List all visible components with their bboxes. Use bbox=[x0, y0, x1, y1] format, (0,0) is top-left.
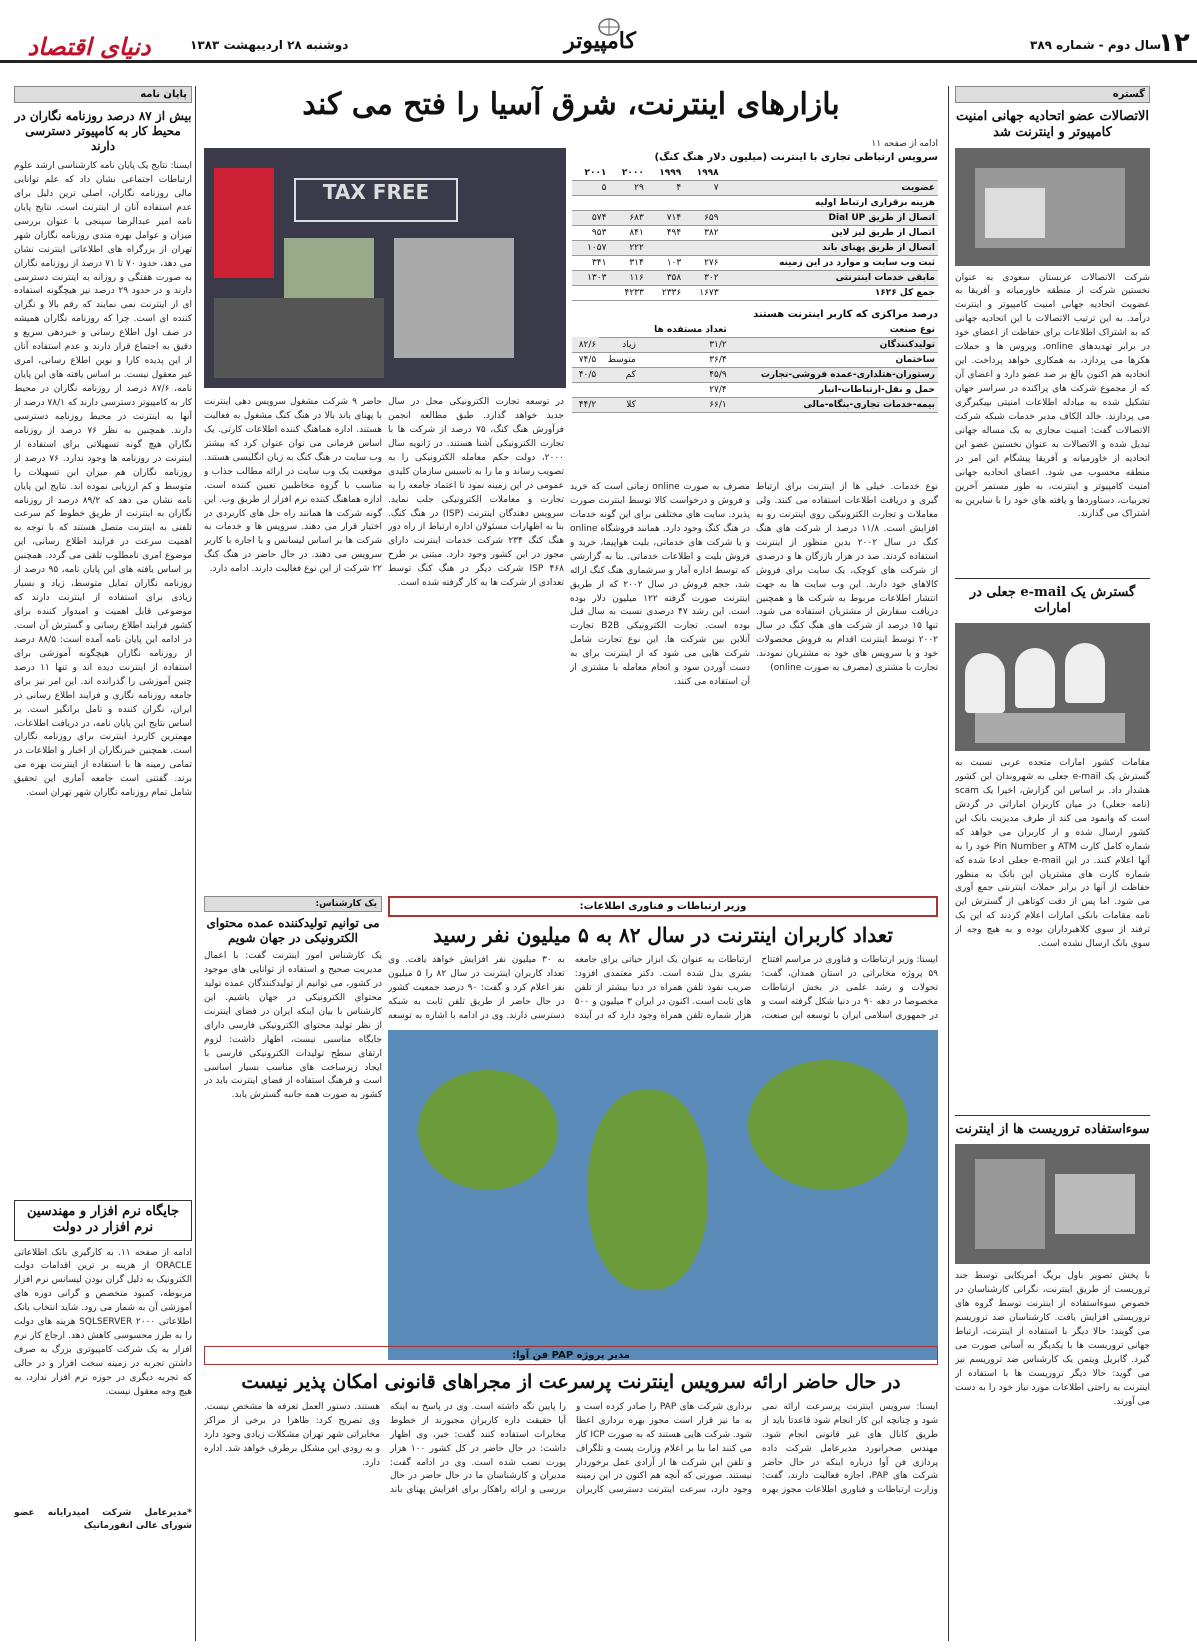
article-photo bbox=[955, 148, 1150, 266]
table-row bbox=[572, 270, 938, 285]
table-header-cell: ۲۰۰۱ bbox=[572, 166, 609, 181]
table-cell bbox=[572, 195, 609, 210]
left-section-label: پایان نامه bbox=[14, 86, 192, 103]
article-headline: الاتصالات عضو اتحادیه جهانی امنیت کامپیوتر و اینترنت شد bbox=[956, 109, 1149, 141]
right-section-label: گستره bbox=[955, 86, 1150, 103]
table-title: درصد مراکزی که کاربر اینترنت هستند bbox=[753, 308, 938, 320]
table-cell: ۳۵۸ bbox=[647, 270, 684, 285]
table-cell: ۷۱۴ bbox=[647, 210, 684, 225]
table-row bbox=[572, 397, 938, 412]
article-body: مقامات کشور امارات متحده عربی نسبت به گسترش یک e-mail جعلی به شهروندان این کشور هشدار داد. بر اساس این گزارش، اخیرا یک scam (نامه جعلی) در میان کاربران اماراتی در گردش است که وانمود می کند از طرف مدیریت بانک این کشور ارسال شده و از کاربران می خواهد که شماره کامل کارت ATM و Pin Number خود را به آنها اعلام کنند. در این e-mail جعلی ادعا شده که شماره کارت های مشتریان این بانک به منظور حفاظت از آنها در برابر حملات اینترنتی جمع آوری می شود. اما پس از دقت کوتاهی از گسترش این نامه مقامات بانکی امارات اعلام کردند که این یک ترفند از سوی کلاهبرداران بوده و به هیچ وجه از سوی بانک ارسال نشده است. bbox=[955, 758, 1150, 950]
users-article-label: وزیر ارتباطات و فناوری اطلاعات: bbox=[388, 896, 938, 917]
small-article-headline: می توانیم تولیدکننده عمده محتوای الکترونیکی در جهان شویم bbox=[206, 916, 380, 945]
table-cell: اتصال از طریق Dial UP bbox=[722, 210, 938, 225]
article-column: در توسعه تجارت الکترونیکی محل در سال جدید خواهد گذارد. طبق مطالعه انجمن فرآورش هنگ کنگ، ۷۵ درصد از شرکت ها با تجارت الکترونیکی آشنا هستند. در ژانویه سال ۲۰۰۰، دولت حکم معامله الکترونیکی را به تصویب رساند و ما را به تاسیس سازمان کلیدی عمومی در این زمینه نمود تا اعتماد جامعه را به تجارت و معاملات الکترونیکی جلب نماید. سرویس دهندگان اینترنت (ISP) در هنگ کنگ. بنا به اظهارات مسئولان اداره ارتباط از راه دور هنگ کنگ ۲۳۴ شرکت خدمات اینترنت دارای مجوز در این کشور وجود دارد. مبتنی بر طرح ISP ۴۶۸ شرکت دیگر در هنگ کنگ توسط تعدادی از شرکت ها به کار گرفته شده است. bbox=[388, 397, 564, 589]
article-body: ادامه از صفحه ۱۱. به کارگیری بانک اطلاعاتی ORACLE از هزینه بر ترین اقدامات دولت الکترونیک به دلیل گران بودن لیسانس نرم افزار مربوطه، کمبود متخصص و گرانی دوره های آموزشی آن به شمار می رود. شاید انتخاب بانک اطلاعاتی SQLSERVER ۲۰۰۰ هزینه های دولت را به طرز محسوسی کاهش دهد. ارجاع کار نرم افزار به یک شرکت کامپیوتری بزرگ به صرف داشتن تجربه در زمینه سخت افزار و در حالی که تجربه دیگری در حوزه نرم افزار ندارد، به هیچ وجه معقول نیست. bbox=[14, 1247, 192, 1397]
table-cell: جمع کل ۱۶۲۶ bbox=[722, 285, 938, 300]
article-body: شرکت الاتصالات عربستان سعودی به عنوان نخستین شرکت از منطقه خاورمیانه و آفریقا به عضویت اتحادیه جهانی امنیت کامپیوتر و اینترنت درآمد. به این ترتیب الاتصالات با این اتحادیه جهانی که به اشتراک اطلاعات برای حفاظت از اعضای خود در برابر تهدیدهای online، ویروس ها و حملات هکرها می پردازد، به همکاری خواهد پرداخت. این اتحادیه هم اکنون بالغ بر صد عضو دارد و اعضای آن که از مجموع شرکت های پراکنده در سراسر جهان تشکیل شده به مبادله اطلاعات امنیتی بپیکیرگری می پردازند. خالد الکاف مدیر خدمات شبکه شرکت الاتصالات گفت: امنیت مجازی به یک مساله جهانی تبدیل شده و الاتصالات به عنوان نخستین عضو این اتحادیه از خاورمیانه و آفریقا پیشگام این امر در منطقه محسوب می شود. اعضای اتحادیه جهانی امنیت کامپیوتر و اینترنت، به طور مستمر آخرین تجربیات، دستاوردها و یافته های خود را با سایرین به اشتراک می گذارند. bbox=[955, 272, 1150, 520]
table-cell: ۱۰۳ bbox=[647, 255, 684, 270]
left-column bbox=[14, 86, 192, 1646]
page-number: ۱۲ bbox=[1158, 28, 1190, 58]
table-cell: ۳۸۲ bbox=[684, 225, 721, 240]
continued-note: ادامه از صفحه ۱۱ bbox=[871, 139, 938, 149]
table-cell: رستوران-هتلداری-عمده فروشی-تجارت bbox=[730, 367, 938, 382]
table-row bbox=[572, 180, 938, 195]
users-article-headline: تعداد کاربران اینترنت در سال ۸۲ به ۵ میلیون نفر رسید bbox=[433, 923, 893, 947]
table-cell: ۴۵/۹ bbox=[639, 367, 730, 382]
table-row bbox=[572, 225, 938, 240]
table-cell: ۴۹۴ bbox=[647, 225, 684, 240]
table-cell bbox=[684, 195, 721, 210]
table-row bbox=[572, 255, 938, 270]
table-cell: ۳۰۲ bbox=[684, 270, 721, 285]
article-headline: گسترش یک e-mail جعلی در امارات bbox=[955, 578, 1150, 618]
table-cell: بیمه-خدمات تجاری-بنگاه-مالی bbox=[730, 397, 938, 412]
pap-article bbox=[204, 1346, 938, 1631]
world-map-photo bbox=[388, 1030, 938, 1360]
issue-number: سال دوم - شماره ۳۸۹ bbox=[1030, 38, 1162, 52]
tax-free-photo: TAX FREE bbox=[204, 148, 566, 388]
table-row bbox=[572, 382, 938, 397]
article-headline: بیش از ۸۷ درصد روزنامه نگاران در محیط کار به کامپیوتر دسترسی دارند bbox=[14, 109, 192, 153]
table-cell: ۴۴/۲ bbox=[572, 397, 599, 412]
table-cell: ۲۲۲ bbox=[609, 240, 646, 255]
small-article-label: یک کارشناس: bbox=[204, 896, 382, 912]
table-row bbox=[572, 352, 938, 367]
table-cell: ۴۲۳۳ bbox=[609, 285, 646, 300]
table-cell: ۲۹ bbox=[609, 180, 646, 195]
table-header-cell: ۱۹۹۹ bbox=[647, 166, 684, 181]
table-cell: ۲۷/۴ bbox=[639, 382, 730, 397]
table-cell: ساختمان bbox=[730, 352, 938, 367]
right-column bbox=[955, 86, 1150, 1646]
table-cell: ۶۵۹ bbox=[684, 210, 721, 225]
table-row bbox=[572, 285, 938, 300]
table-cell: ۳۶/۴ bbox=[639, 352, 730, 367]
table-header-cell: تعداد مستفده ها bbox=[639, 323, 730, 338]
main-area bbox=[200, 86, 942, 1646]
table-header-row bbox=[572, 323, 938, 338]
table-header-cell: نوع صنعت bbox=[730, 323, 938, 338]
table-cell: عضویت bbox=[722, 180, 938, 195]
usage-table bbox=[572, 323, 938, 413]
table-cell: هزینه برقراری ارتباط اولیه bbox=[722, 195, 938, 210]
services-table bbox=[572, 166, 938, 301]
table-cell: ۱۰۵۷ bbox=[572, 240, 609, 255]
masthead bbox=[0, 0, 1197, 63]
table-cell bbox=[684, 240, 721, 255]
pap-article-label: مدیر پروژه PAP فن آوا: bbox=[204, 1346, 938, 1365]
article-headline: جایگاه نرم افزار و مهندسین نرم افزار در دولت bbox=[14, 1200, 192, 1241]
table-cell: ۵ bbox=[572, 180, 609, 195]
table-header-cell: ۱۹۹۸ bbox=[684, 166, 721, 181]
table-cell: ۶۶/۱ bbox=[639, 397, 730, 412]
table-cell: کم bbox=[599, 367, 639, 382]
table-cell: ۸۴۱ bbox=[609, 225, 646, 240]
table-header-row bbox=[572, 166, 938, 181]
table-cell: ۷۴/۵ bbox=[572, 352, 599, 367]
table-cell: ۱۱۶ bbox=[609, 270, 646, 285]
table-cell: اتصال از طریق لیز لاین bbox=[722, 225, 938, 240]
table-title: سرویس ارتباطی تجاری با اینترنت (میلیون دلار هنگ کنگ) bbox=[654, 151, 938, 163]
table-cell bbox=[647, 195, 684, 210]
table-cell: ۲۷۶ bbox=[684, 255, 721, 270]
table-cell: ۳۱۴ bbox=[609, 255, 646, 270]
table-header-cell bbox=[599, 323, 639, 338]
article-column: نوع خدمات. خیلی ها از اینترنت برای ارتباط گیری و دریافت اطلاعات استفاده می کنند. ولی معاملات و تجارت الکترونیکی روی اینترنت رو به افزایش است. ۱۱/۸ درصد از شرکت های هنگ کنگ در سال ۲۰۰۲ بدین منظور از اینترنت استفاده کردند. صد در هزار بازرگان ها و درصدی از شرکت های کوچک، یک سایت برای فروش کالاهای خود دارند. این وب سایت ها به جهت انتشار اطلاعات مربوط به شرکت ها و همچنین دریافت سفارش از مشتریان استفاده می شود. تنها ۱۵ درصد از شرکت های هنگ کنگ در سال ۲۰۰۲ توسط اینترنت اقدام به فروش محصولات خود و یا سرویس های خود به مشتریان نمودند. تجارت با مشتری (مصرف به صورت online) bbox=[756, 482, 938, 674]
table-cell: ۸۲/۶ bbox=[572, 337, 599, 352]
issue-date: دوشنبه ۲۸ اردیبهشت ۱۳۸۳ bbox=[190, 38, 349, 52]
table-row bbox=[572, 337, 938, 352]
table-cell: اتصال از طریق پهنای باند bbox=[722, 240, 938, 255]
table-cell: ۱۶۷۳ bbox=[684, 285, 721, 300]
small-article-body: یک کارشناس امور اینترنت گفت: با اعمال مدیریت صحیح و استفاده از توانایی های موجود در کشور، می توانیم از تولیدکنندگان عمده تولید محتوای الکترونیکی در جهان باشیم. این کارشناس با بیان اینکه ایران در فضای اینترنت از نظر تولید محتوای الکترونیکی فارسی دارای جایگاه مناسبی نیست، اظهار داشت: لزوم ارتقای سطح تولیدات الکترونیکی فارسی با ایجاد زیرساخت های مناسب بسیار اساسی است و فرهنگ استفاده از فضای اینترنت باید در کشور به صورت همه جانبه گسترش یابد. bbox=[204, 951, 382, 1101]
table-cell: زیاد bbox=[599, 337, 639, 352]
table-cell: ۵۷۴ bbox=[572, 210, 609, 225]
table-cell: ثبت وب سایت و موارد در این زمینه bbox=[722, 255, 938, 270]
table-cell: ۴۰/۵ bbox=[572, 367, 599, 382]
main-headline: بازارهای اینترنت، شرق آسیا را فتح می کند bbox=[302, 87, 840, 122]
table-cell: حمل و نقل-ارتباطات-انبار bbox=[730, 382, 938, 397]
pap-article-headline: در حال حاضر ارائه سرویس اینترنت پرسرعت از مجراهای قانونی امکان پذیر نیست bbox=[241, 1371, 901, 1393]
table-cell: کلا bbox=[599, 397, 639, 412]
newspaper-logo: دنیای اقتصاد bbox=[27, 32, 151, 61]
table-cell bbox=[599, 382, 639, 397]
users-article bbox=[388, 896, 938, 1360]
table-cell: ۴ bbox=[647, 180, 684, 195]
table-cell: مابقی خدمات اینترنتی bbox=[722, 270, 938, 285]
article-column: مصرف به صورت online زمانی است که خرید و فروش و درخواست کالا توسط اینترنت صورت پذیرد. سایت های مختلفی برای این گونه خدمات در هنگ کنگ وجود دارد. همانند فروشگاه online و یا شرکت های خدماتی، بلیت هواپیما، خرید و فروش بلیت و اطلاعات خدماتی. بنا به گزارشی که توسط اداره آمار و سرشماری هنگ کنگ ارائه شد، حجم فروش در سال ۲۰۰۲ که از طریق اینترنت صورت گرفته ۱۲۲ میلیون دلار بوده است. این رشد ۴۷ درصدی نسبت به سال قبل بوده است. تجارت الکترونیکی B2B تجارت آنلاین بین شرکت ها. این نوع تجارت شامل شرکت هایی می شود که از اینترنت برای به دست آوردن سود و انجام معامله با مشتری از آن استفاده می کنند. bbox=[570, 482, 750, 688]
table-cell: ۱۳۰۳ bbox=[572, 270, 609, 285]
pap-article-body: ایسنا: سرویس اینترنت پرسرعت ارائه نمی شود و چنانچه این کار انجام شود قاعدتا باید از طریق کانال های غیر قانونی انجام شود. مهندس صحرانورد مدیرعامل شرکت داده پردازی فن آوا درباره اینکه در حال حاضر شرکت های PAP، اجازه فعالیت دارند، گفت: وزارت ارتباطات و فناوری اطلاعات مجوز بهره برداری شرکت های PAP را صادر کرده است و به ما نیز قرار است مجوز بهره برداری اعطا شود. شرکت هایی هستند که به صورت ICP کار می کنند اما بنا بر اعلام وزارت پست و تلگراف و تلفن این شرکت ها از آزادی عمل برخوردار نیستند. صورتی که آنچه هم اکنون در این زمینه وجود دارد، سرعت اینترنت دسترسی کاربران را پایین نگه داشته است. وی در پاسخ به اینکه آیا حقیقت داره کاربران مجبورند از خطوط مخابرات استفاده کنند گفت: خیر، وی اظهار داشت: در حال حاضر در کل کشور ۱۰۰ هزار پورت نصب شده است. وی در ادامه گفت: مدیران و کارشناسان ما در حال حاضر در حال بررسی و ارائه راهکار برای افزایش پهنای باند هستند. دستور العمل تعرفه ها مشخص نیست. وی تصریح کرد: ظاهرا در برخی از مراکز مخابراتی شهر تهران مشکلات زیادی وجود دارد و به زودی این مشکل برطرف خواهد شد. اداره دارد. bbox=[204, 1401, 938, 1496]
table-cell bbox=[572, 285, 609, 300]
users-article-body: ایسنا: وزیر ارتباطات و فناوری در مراسم افتتاح ۵۹ پروژه مخابراتی در استان همدان، گفت: تحولات و رشد علمی در بخش ارتباطات مخصوصا در دهه ۹۰ در دنیا شکل گرفته است و در جمهوری اسلامی ایران با توسعه این صنعت، ارتباطات به عنوان یک ابزار حیاتی برای جامعه بشری بدل شده است. دکتر معتمدی افزود: ضریب نفوذ تلفن همراه در دنیا بیشتر از تلفن های ثابت است. اکنون در ایران ۳ میلیون و ۵۰۰ هزار شماره تلفن همراه وجود دارد که در آینده به ۳۰ میلیون نفر افزایش خواهد یافت. وی تعداد کاربران اینترنت در سال ۸۲ را ۵ میلیون نفر اعلام کرد و گفت: ۹۰ درصد جمعیت کشور در حال حاضر از طریق تلفن ثابت به شبکه دسترسی دارند. وی در ادامه با اشاره به توسعه bbox=[388, 955, 938, 1021]
column-divider bbox=[948, 86, 949, 1641]
article-body: ایسنا: نتایج یک پایان نامه کارشناسی ارشد علوم ارتباطات اجتماعی نشان داد که علم توانایی مالی روزنامه نگاران، اصلی ترین دلیل برای عدم استفاده آنان از اینترنت است. نتایج پایان نامه امیر عبدالرضا سپنجی با عنوان بررسی میزان و عوامل بهره مندی روزنامه نگاران شهر تهران از بزرگراه های اطلاعاتی اینترنت نشان می دهد، حدود ۷۰ تا ۷۱ درصد از روزنامه نگاران به صورت هفتگی و روزانه به اینترنت دسترسی دارند و در حدود ۲۹ درصد نیز هیچگونه استفاده ای از اینترنت نمی نمایند که رقم بالا و نگران کننده ای است. چرا که روزنامه نگاران همیشه در صف اول اطلاع رسانی و خبردهی سریع و دقیق به اجتماع قرار دارند و عدم استفاده آنان از این پدیده کارا و نوین اطلاع رسانی، امری غیر معقول نیست. بر اساس یافته های این پایان نامه، ۸۷/۶ درصد از روزنامه نگاران در محیط کار به کامپیوتر دسترسی دارند که ۷۸/۱ درصد از آنها به اینترنت در محیط روزنامه دسترسی دارند. همچنین به نظر ۷۶ درصد از روزنامه نگاران هیچ گونه تسهیلاتی برای استفاده از اینترنت در روزنامه ها وجود ندارد. ۷۶ درصد از روزنامه نگاران هم میزان این تسهیلات را متوسط و کم ارزیابی نموده اند. نتایج این پایان نامه نشان می دهد که ۸۹/۲ درصد از روزنامه نگاران به اینترنت از طریق خطوط کم سرعت تلفنی به اینترنت متصل هستند که با توجه به اهمیت سرعت در فرایند اطلاع رسانی، این موضوع امری نامطلوب تلقی می گردد. همچنین بر اساس یافته های این پایان نامه، ۹۵ درصد از روزنامه نگاران تمایل متوسط، زیاد و بسیار زیادی برای استفاده از اینترنت دارند که موضوعی قابل اهمیت و امیدوار کننده برای کشور فرایند اطلاع رسانی و گسترش آن است. در ادامه این پایان نامه آمده است: ۸۸/۵ درصد از روزنامه نگاران هیچگونه آموزشی برای استفاده از اینترنت دیده اند و تنها ۱۱ درصد چنین آموزشی را گذرانده اند. این امر نیز برای جامعه روزنامه نگاری و فرایند اطلاع رسانی در ایران، نگران کننده و تامل برانگیز است. بر اساس نتایج این پایان نامه، در دریافت اطلاعات، مهمترین کاربرد اینترنت برای روزنامه نگاران است. همچنین خبرنگاران از اخبار و اطلاعات در تمامی زمینه ها با استفاده از اینترنت بهره می برند. گفتنی است جامعه آماری این تحقیق شامل تمام روزنامه نگاران شهر تهران است. bbox=[14, 161, 192, 799]
table-header-cell: ۲۰۰۰ bbox=[609, 166, 646, 181]
table-cell bbox=[609, 195, 646, 210]
table-cell bbox=[647, 240, 684, 255]
article-column: حاضر ۹ شرکت مشغول سرویس دهی اینترنت با پهنای باند بالا در هنگ کنگ مشغول به فعالیت هستند. اداره هماهنگ کننده اطلاعات کارتی. یک اساس فرمانی می توان عنوان کرد که بیشتر وب سایت در هنگ کنگ به زبان انگلیسی هستند. موقعیت یک وب سایت در ارائه مطالب جذاب و مناسب با گروه مخاطبین تعیین کننده است. اداره هماهنگ کننده نرم افزار از طریق وب. این گونه شرکت ها همانند راه حل های کاربردی در اختیار قرار می دهند. سرویس ها و خدمات به شرکت ها بر اساس لیسانس و یا اجاره با کاربر سرویس می دهند. در حال حاضر در هنگ کنگ ۲۲ شرکت از این نوع فعالیت دارند. ادامه دارد. bbox=[204, 397, 382, 575]
table-cell: متوسط bbox=[599, 352, 639, 367]
table-cell: ۲۳۳۶ bbox=[647, 285, 684, 300]
article-photo bbox=[955, 1144, 1150, 1264]
table-cell bbox=[572, 382, 599, 397]
table-cell: ۳۱/۲ bbox=[639, 337, 730, 352]
stats-tables bbox=[572, 138, 938, 413]
section-title: کامپیوتر bbox=[564, 28, 636, 54]
table-cell: ۷ bbox=[684, 180, 721, 195]
table-row bbox=[572, 240, 938, 255]
table-row bbox=[572, 210, 938, 225]
article-headline: سوءاستفاده تروریست ها از اینترنت bbox=[955, 1115, 1150, 1138]
table-row bbox=[572, 195, 938, 210]
column-divider bbox=[195, 86, 196, 1641]
table-row bbox=[572, 367, 938, 382]
article-photo bbox=[955, 623, 1150, 751]
table-cell: تولیدکنندگان bbox=[730, 337, 938, 352]
table-cell: ۶۸۳ bbox=[609, 210, 646, 225]
table-cell: ۳۴۱ bbox=[572, 255, 609, 270]
table-header-cell bbox=[722, 166, 938, 181]
table-cell: ۹۵۳ bbox=[572, 225, 609, 240]
article-body: با پخش تصویر باول بریگ آمریکایی توسط جند تروریست از طریق اینترنت، نگرانی کارشناسان در خصوص سوءاستفاده از اینترنت توسط گروه های تروریستی افزایش یافت. کارشناسان ضد تروریسم می گویند: حالا دیگر با استفاده از اینترنت، ارتباط جهانی تروریست ها با یکدیگر به آسانی صورت می گیرد. گابریل ویتمن یک کارشناس ضد تروریسم نیز می گوید: حالا دیگر تروریست ها با استفاده از اینترنت به راحتی اطلاعات مورد نیاز خود را به دست می آورند. bbox=[955, 1271, 1150, 1407]
author-signature: *مدیرعامل شرکت امیدرایانه عضو شورای عالی انفورماتیک bbox=[14, 1507, 192, 1532]
